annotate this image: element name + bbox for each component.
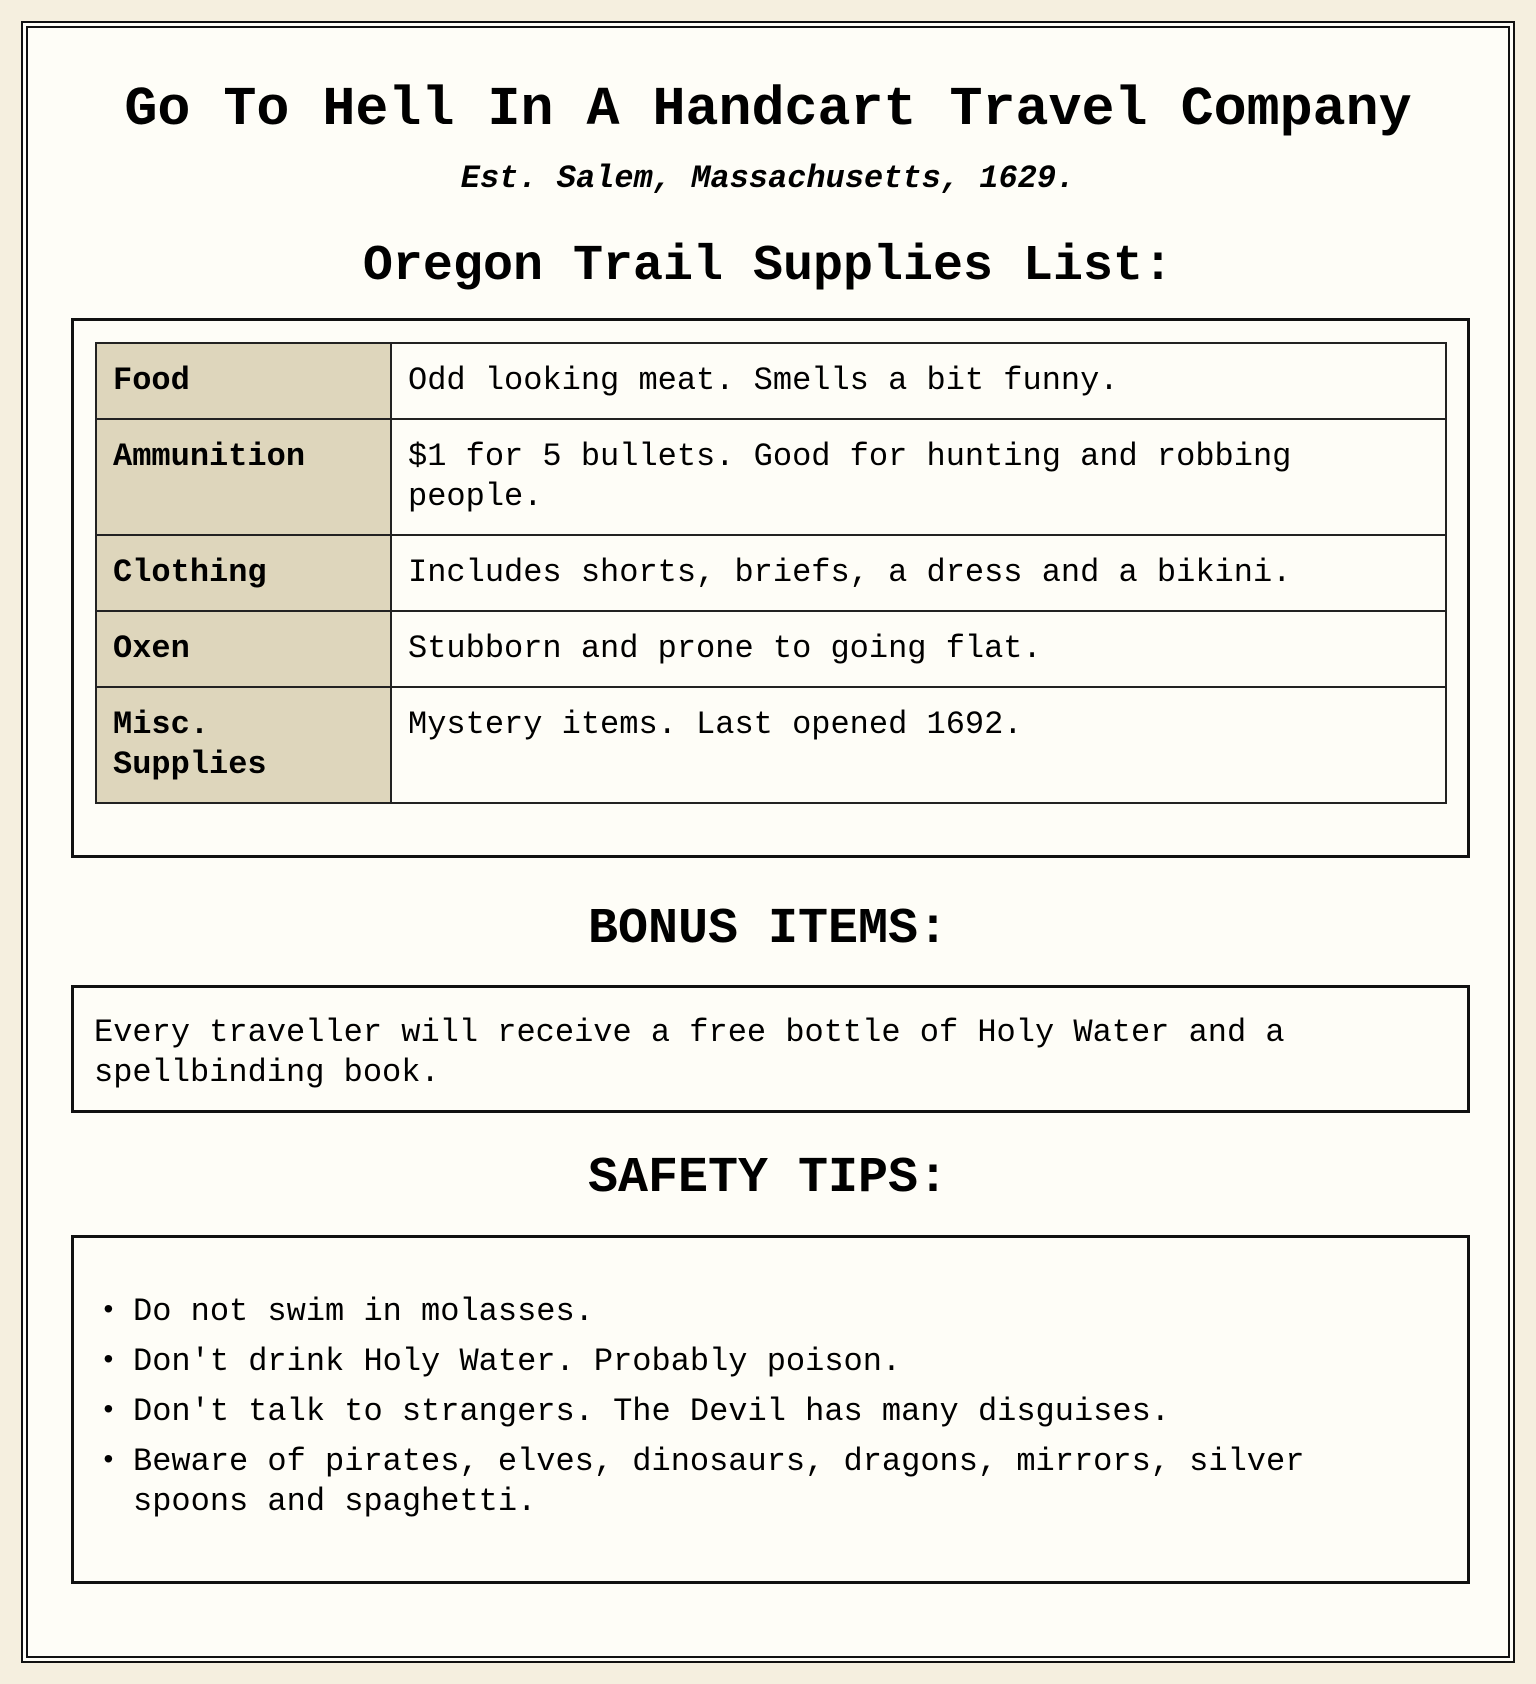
- list-item: [94, 1292, 1434, 1332]
- safety-heading: SAFETY TIPS:: [587, 1150, 949, 1207]
- table-row: [96, 419, 1446, 535]
- tip-text: Don't drink Holy Water. Probably poison.: [133, 1343, 902, 1380]
- item-name: Misc. Supplies: [96, 687, 391, 803]
- bullet-icon: •: [100, 1296, 117, 1327]
- item-description: Stubborn and prone to going flat.: [391, 611, 1446, 687]
- bonus-box: [71, 985, 1470, 1113]
- bullet-icon: •: [100, 1396, 117, 1427]
- table-row: [96, 611, 1446, 687]
- tip-text: Do not swim in molasses.: [133, 1293, 594, 1330]
- bullet-icon: •: [100, 1446, 117, 1477]
- supplies-heading: Oregon Trail Supplies List:: [362, 238, 1174, 295]
- bonus-heading: BONUS ITEMS:: [587, 901, 949, 958]
- safety-box: [71, 1235, 1470, 1584]
- tip-text: Beware of pirates, elves, dinosaurs, dragons, mirrors, silver spoons and spaghetti.: [133, 1443, 1305, 1520]
- item-name: Ammunition: [96, 419, 391, 535]
- safety-tips-list: [94, 1292, 1434, 1532]
- bullet-icon: •: [100, 1346, 117, 1377]
- table-row: [96, 687, 1446, 803]
- supplies-box: [71, 318, 1470, 858]
- item-name: Oxen: [96, 611, 391, 687]
- bonus-text: Every traveller will receive a free bottle of Holy Water and a spellbinding book.: [94, 1014, 1285, 1091]
- supplies-table: [95, 342, 1447, 804]
- list-item: [94, 1442, 1434, 1522]
- item-description: $1 for 5 bullets. Good for hunting and robbing people.: [391, 419, 1446, 535]
- item-description: Mystery items. Last opened 1692.: [391, 687, 1446, 803]
- item-name: Clothing: [96, 535, 391, 611]
- established-line: Est. Salem, Massachusetts, 1629.: [460, 160, 1076, 197]
- item-name: Food: [96, 343, 391, 419]
- tip-text: Don't talk to strangers. The Devil has many disguises.: [133, 1393, 1170, 1430]
- item-description: Odd looking meat. Smells a bit funny.: [391, 343, 1446, 419]
- list-item: [94, 1392, 1434, 1432]
- table-row: [96, 535, 1446, 611]
- document-frame: [21, 21, 1515, 1663]
- list-item: [94, 1342, 1434, 1382]
- company-title: Go To Hell In A Handcart Travel Company: [124, 78, 1412, 141]
- item-description: Includes shorts, briefs, a dress and a bikini.: [391, 535, 1446, 611]
- table-row: [96, 343, 1446, 419]
